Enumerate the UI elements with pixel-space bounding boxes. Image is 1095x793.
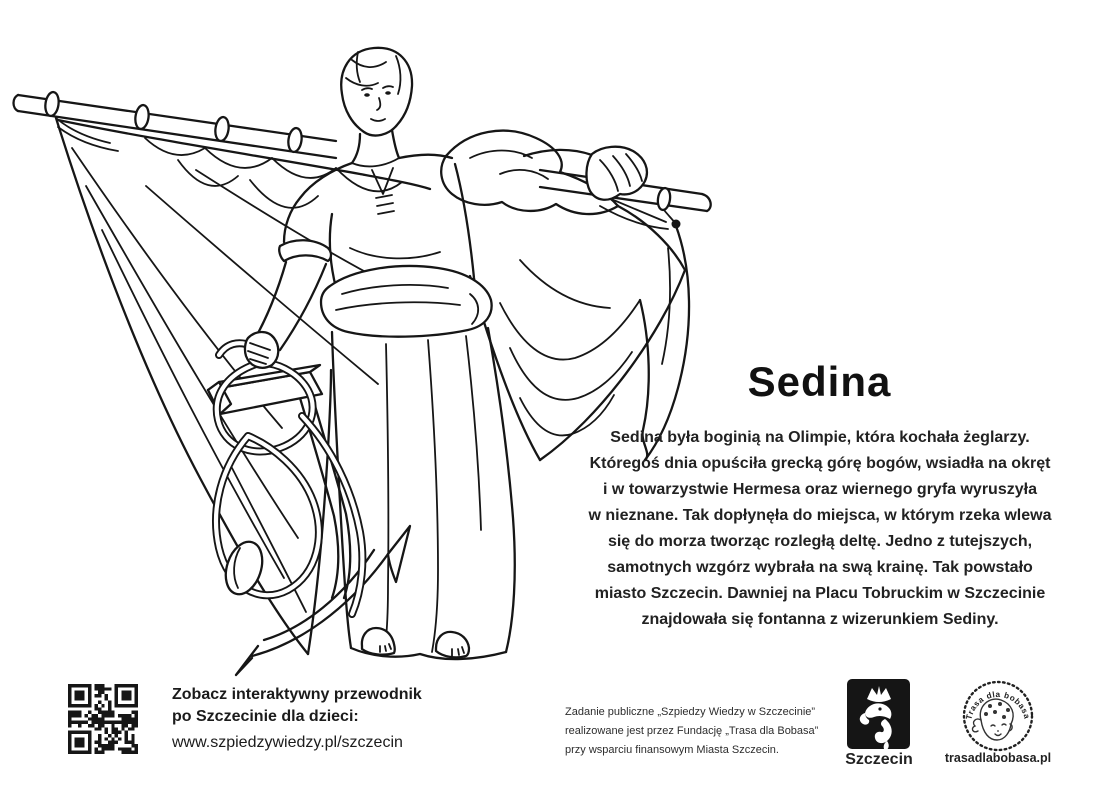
story-line: znajdowała się fontanna z wizerunkiem Sediny. bbox=[641, 611, 999, 628]
sail-ring bbox=[44, 91, 60, 117]
sail-ring bbox=[134, 104, 150, 130]
bobasa-logo-label: trasadlabobasa.pl bbox=[944, 751, 1052, 765]
story-line: w nieznane. Tak dopłynęła do miejsca, w którym rzeka wlewa bbox=[588, 507, 1052, 524]
story-line: i w towarzystwie Hermesa oraz wiernego gryfa wyruszyła bbox=[603, 481, 1037, 498]
sail-ring bbox=[287, 127, 303, 153]
guide-heading-line2: po Szczecinie dla dzieci: bbox=[172, 708, 359, 725]
sail-ring bbox=[657, 187, 672, 210]
story-line: miasto Szczecin. Dawniej na Placu Tobruckim w Szczecinie bbox=[594, 585, 1046, 602]
anchor-and-rope bbox=[208, 332, 410, 675]
credit-line: realizowane jest przez Fundację „Trasa dla Bobasa” bbox=[565, 725, 819, 737]
story-line: samotnych wzgórz wybrała na swą krainę. Tak powstało bbox=[607, 559, 1033, 576]
right-hand bbox=[586, 147, 646, 200]
trasa-dla-bobasa-emblem bbox=[956, 676, 1040, 754]
qr-code-icon bbox=[68, 683, 138, 755]
sail-ring bbox=[214, 116, 230, 142]
foot bbox=[362, 628, 395, 655]
szczecin-logo-label: Szczecin bbox=[845, 751, 913, 768]
guide-heading-line1: Zobacz interaktywny przewodnik bbox=[172, 686, 422, 703]
story-paragraph bbox=[545, 425, 1095, 633]
page-title: Sedina bbox=[747, 358, 892, 405]
bobasa-arc-label: Trasa dla bobasa bbox=[964, 689, 1032, 721]
story-line: Sedina była boginią na Olimpie, która kochała żeglarzy. bbox=[610, 429, 1030, 446]
eye bbox=[385, 91, 391, 95]
credit-line: przy wsparciu finansowym Miasta Szczecin. bbox=[565, 744, 779, 756]
anchor-fluke bbox=[388, 526, 410, 582]
eye bbox=[364, 93, 370, 97]
credit-text bbox=[565, 703, 835, 760]
szczecin-griffin-icon bbox=[847, 679, 910, 749]
story-line: Któregoś dnia opuściła grecką górę bogów, wsiadła na okręt bbox=[589, 455, 1051, 472]
waist-wrap bbox=[321, 266, 492, 337]
guide-text bbox=[172, 684, 422, 754]
rope-thimble bbox=[219, 537, 268, 599]
guide-url: www.szpiedzywiedzy.pl/szczecin bbox=[172, 734, 403, 751]
story-line: się do morza tworząc rozległą deltę. Jedno z tutejszych, bbox=[607, 533, 1033, 550]
credit-line: Zadanie publiczne „Szpiedzy Wiedzy w Szczecinie” bbox=[565, 706, 816, 718]
